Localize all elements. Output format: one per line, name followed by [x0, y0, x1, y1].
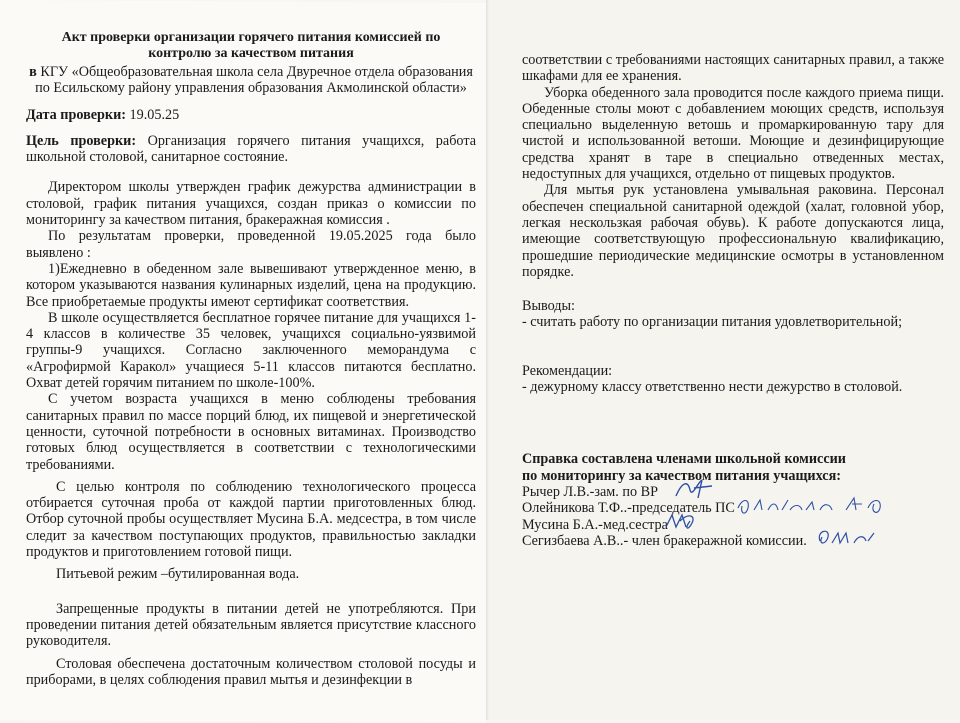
goal-text: Организация горячего питания учащихся, работа школьной столовой, санитарное состояние.	[26, 132, 476, 166]
signature-image	[734, 494, 894, 518]
signature-image	[662, 509, 702, 535]
signer-row	[522, 517, 944, 533]
signer-name: Мусина Б.А.-мед.сестра	[522, 516, 668, 533]
paragraph-free-meals: В школе осуществляется бесплатное горячее питание для учащихся 1-4 классов в количестве 35 человек, учащихся социально-уязвимой группы-9 учащихся. Согласно заключенного меморандума с «Агрофирмой Каракол» учащиеся 5-11 классов питаются бесплатно. Охват детей горячим питанием по школе-100%.	[26, 309, 476, 392]
signature-image	[672, 476, 718, 502]
date-label: Дата проверки:	[26, 106, 126, 123]
signers-block	[522, 451, 944, 549]
signer-row	[522, 533, 944, 549]
signer-name: Олейникова Т.Ф..-председатель ПС	[522, 500, 735, 517]
paragraph-cleaning: Уборка обеденного зала проводится после каждого приема пищи. Обеденные столы моют с добавлением моющих средств, используя специально выделенную ветошь и промаркированную тару для чистой и использованной ветоши. Моющие и дезинфицирующие средства хранят в таре в специально отведенных местах, недоступных для учащихся, отдельно от пищевых продуктов.	[522, 84, 944, 183]
paragraph-storage: соответствии с требованиями настоящих санитарных правил, а также шкафами для ее хранения.	[522, 52, 944, 85]
conclusions-text: - считать работу по организации питания удовлетворительной;	[522, 314, 903, 331]
paragraph-drinking: Питьевой режим –бутилированная вода.	[56, 566, 300, 583]
paragraph-daily-sample: С целью контроля по соблюдению технологического процесса отбирается суточная проба от каждой партии приготовленных блюд. Отбор суточной пробы осуществляет Мусина Б.А. медсестра, в том числе следит за качеством поступающих продуктов, правильностью закладки продуктов и приготовлением готовой пищи.	[26, 478, 476, 561]
organization-prefix: в	[29, 64, 37, 80]
signers-header-line2: по мониторингу за качеством питания учащихся:	[522, 467, 841, 484]
paragraph-hygiene: Для мытья рук установлена умывальная раковина. Персонал обеспечен специальной санитарной одеждой (халат, головной убор, легкая нескользкая рабочая обувь). К работе допускаются лица, имеющие соответствующую профессиональную квалификацию, прошедшие периодические медицинские осмотры в установленном порядке.	[522, 182, 944, 280]
conclusions-label: Выводы:	[522, 298, 575, 315]
paragraph-dishes: Столовая обеспечена достаточным количеством столовой посуды и приборами, в целях соблюдения правил мытья и дезинфекции в	[26, 655, 476, 688]
left-column	[26, 30, 476, 688]
inspection-goal	[26, 133, 476, 166]
goal-label: Цель проверки:	[26, 132, 137, 149]
page-crease	[486, 0, 489, 720]
signer-name: Рычер Л.В.-зам. по ВР	[522, 483, 658, 500]
signer-name: Сегизбаева А.В..- член бракеражной комиссии.	[522, 532, 807, 549]
paragraph-sanitary: С учетом возраста учащихся в меню соблюдены требования санитарных правил по массе порций блюд, их пищевой и энергетической ценности, суточной потребности в основных витаминах. Производство готовых блюд осуществляется в соответствии с технологическими требованиями.	[26, 391, 476, 473]
date-value: 19.05.25	[129, 106, 180, 123]
signature-image	[814, 525, 878, 551]
signers-header-line1: Справка составлена членами школьной комиссии	[522, 451, 846, 468]
paragraph-menu: 1)Ежедневно в обеденном зале вывешивают утвержденное меню, в котором указываются названия кулинарных изделий, цена на продукцию. Все приобретаемые продукты имеют сертификат соответствия.	[26, 260, 476, 310]
inspection-date	[26, 107, 476, 123]
paragraph-results-intro: По результатам проверки, проведенной 19.05.2025 года было выявлено :	[26, 228, 476, 261]
organization-text: КГУ «Общеобразовательная школа села Двуречное отдела образования по Есильскому району управления образования Акмолинской области»	[35, 64, 473, 97]
organization-line	[26, 64, 476, 97]
document-title-line1: Акт проверки организации горячего питания комиссией по	[61, 30, 441, 45]
recommendations-text: - дежурному классу ответственно нести дежурство в столовой.	[522, 379, 903, 396]
document-title-line2: контролю за качеством питания	[148, 46, 354, 61]
recommendations-label: Рекомендации:	[522, 362, 613, 379]
signer-row	[522, 500, 944, 516]
paragraph-schedule: Директором школы утвержден график дежурства администрации в столовой, график питания учащихся, создан приказ о комиссии по мониторингу за качеством питания, бракеражная комиссия .	[26, 179, 476, 229]
right-column	[522, 52, 944, 549]
paragraph-prohibited: Запрещенные продукты в питании детей не употребляются. При проведении питания детей обязательным является присутствие классного руководителя.	[26, 600, 476, 650]
